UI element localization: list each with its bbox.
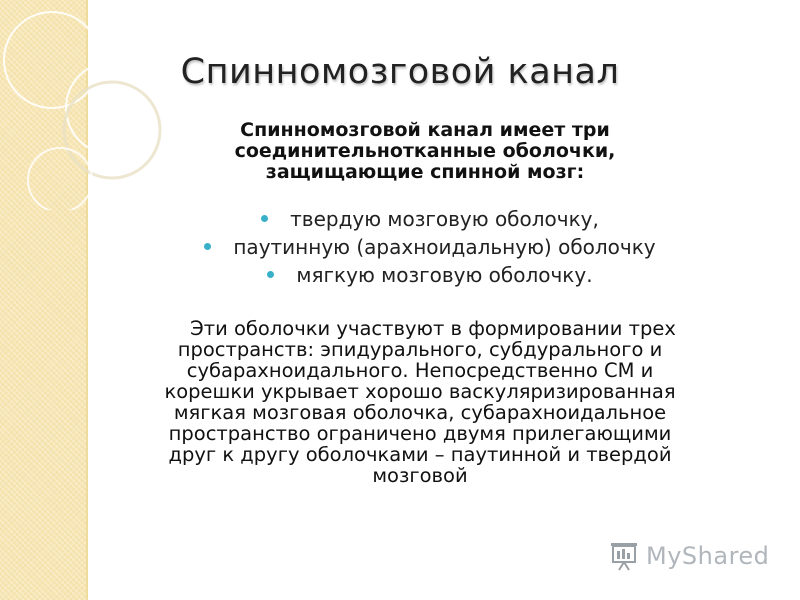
intro-text: Спинномозговой канал имеет три соединительнотканные оболочки, защищающие спинной мозг: xyxy=(234,119,616,183)
bullet-item xyxy=(110,261,750,289)
decorative-circles xyxy=(0,0,170,210)
bullet-icon xyxy=(204,243,211,250)
bullet-text: мягкую мозговую оболочку. xyxy=(296,263,593,287)
body-paragraph-text: Эти оболочки участвуют в формировании трех пространств: эпидурального, субдурального и субарахноидального. Непосредственно СМ и корешки укрывает хорошо васкуляризированная мягкая мозговая оболочка, субарахноидальное пространство ограничено двумя прилегающими друг к другу оболочками – паутинной и твердой мозговой xyxy=(164,317,676,487)
bullet-list xyxy=(110,205,750,289)
slide-title: Спинномозговой канал xyxy=(180,52,620,92)
bullet-item xyxy=(110,205,750,233)
logo-text: MyShared xyxy=(646,542,770,570)
bullet-text: паутинную (арахноидальную) оболочку xyxy=(233,235,656,259)
bullet-item xyxy=(110,233,750,261)
bullet-icon xyxy=(267,271,274,278)
projector-screen-icon xyxy=(608,540,640,572)
body-paragraph xyxy=(150,318,690,486)
bullet-icon xyxy=(261,215,268,222)
bullet-text: твердую мозговую оболочку, xyxy=(290,207,599,231)
watermark-logo xyxy=(608,540,769,572)
